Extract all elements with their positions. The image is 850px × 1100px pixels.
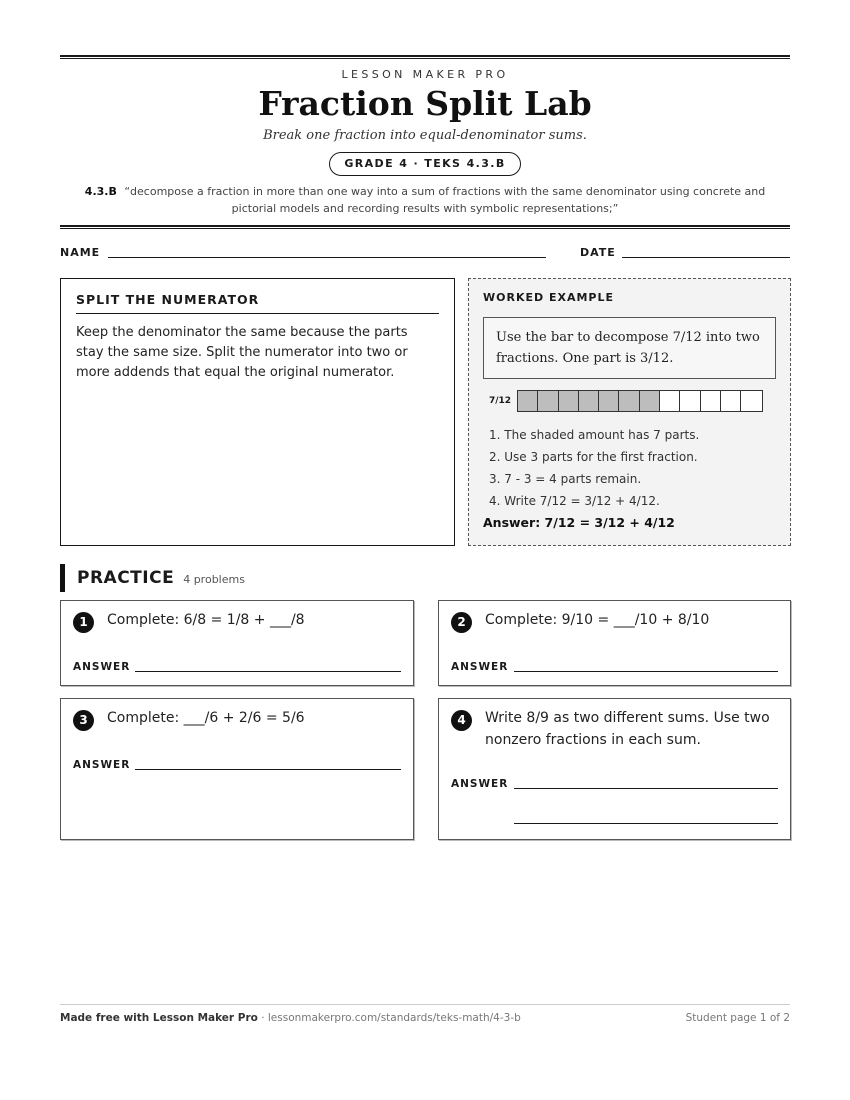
brand-name: LESSON MAKER PRO <box>341 68 509 81</box>
fraction-bar-cell-empty <box>701 391 721 411</box>
answer-label: ANSWER <box>73 661 131 673</box>
practice-count: 4 problems <box>183 573 245 586</box>
footer-credit <box>60 1012 521 1024</box>
date-field-line[interactable] <box>622 257 790 258</box>
fraction-bar-cell-empty <box>721 391 741 411</box>
worked-example-answer: Answer: 7/12 = 3/12 + 4/12 <box>483 515 675 530</box>
standard-code: 4.3.B <box>84 185 117 198</box>
fraction-bar-cell-empty <box>680 391 700 411</box>
fraction-bar-cell-shaded <box>518 391 538 411</box>
header-top-rule <box>60 55 790 59</box>
footer-page-number: Student page 1 of 2 <box>685 1012 790 1024</box>
standard-text: “decompose a fraction in more than one way into a sum of fractions with the same denominator using concrete and pictorial models and recording results with symbolic representations;” <box>124 185 766 215</box>
answer-line[interactable] <box>135 769 401 770</box>
problem-card-1 <box>60 600 414 686</box>
header-bottom-rule <box>60 225 790 229</box>
problem-number-badge: 2 <box>451 612 472 633</box>
answer-line[interactable] <box>135 671 401 672</box>
fraction-bar-cell-shaded <box>619 391 639 411</box>
problem-card-2 <box>438 600 791 686</box>
answer-line-1[interactable] <box>514 788 778 789</box>
answer-line-2[interactable] <box>514 823 778 824</box>
practice-heading <box>60 564 245 592</box>
grade-badge-wrap <box>60 152 790 176</box>
step-item: 2. Use 3 parts for the first fraction. <box>489 450 698 464</box>
date-label: DATE <box>580 246 616 259</box>
practice-title: PRACTICE <box>77 568 175 588</box>
name-field-line[interactable] <box>108 257 546 258</box>
fraction-bar-row <box>483 389 776 413</box>
grade-badge: GRADE 4 · TEKS 4.3.B <box>329 152 520 176</box>
problem-number-badge: 4 <box>451 710 472 731</box>
answer-label: ANSWER <box>73 759 131 771</box>
fraction-bar-cell-shaded <box>599 391 619 411</box>
problem-card-4 <box>438 698 791 840</box>
fraction-bar-cell-shaded <box>640 391 660 411</box>
fraction-bar <box>517 390 763 412</box>
page-title: Fraction Split Lab <box>258 84 592 123</box>
problem-card-3 <box>60 698 414 840</box>
split-numerator-text: Keep the denominator the same because the parts stay the same size. Split the numerator into two or more addends that equal the original numerator. <box>76 325 408 380</box>
split-numerator-heading: SPLIT THE NUMERATOR <box>76 292 439 314</box>
name-label: NAME <box>60 246 101 259</box>
problem-text: Write 8/9 as two different sums. Use two nonzero fractions in each sum. <box>485 710 770 748</box>
split-numerator-card <box>60 278 455 546</box>
footer-made-with: Made free with Lesson Maker Pro <box>60 1012 258 1024</box>
worked-example-prompt: Use the bar to decompose 7/12 into two fractions. One part is 3/12. <box>483 317 776 379</box>
worked-example-steps <box>489 424 776 512</box>
worked-example-heading: WORKED EXAMPLE <box>483 291 614 304</box>
fraction-bar-cell-empty <box>741 391 761 411</box>
fraction-bar-cell-shaded <box>579 391 599 411</box>
fraction-bar-label: 7/12 <box>489 396 512 406</box>
problem-number-badge: 1 <box>73 612 94 633</box>
answer-line[interactable] <box>514 671 778 672</box>
answer-label: ANSWER <box>451 778 509 790</box>
problem-text: Complete: ___/6 + 2/6 = 5/6 <box>107 710 305 726</box>
problem-text: Complete: 9/10 = ___/10 + 8/10 <box>485 612 710 628</box>
page-subtitle: Break one fraction into equal-denominator sums. <box>263 128 587 143</box>
step-item: 1. The shaded amount has 7 parts. <box>489 428 700 442</box>
standard-description <box>60 183 790 217</box>
answer-label: ANSWER <box>451 661 509 673</box>
footer-link[interactable]: · lessonmakerpro.com/standards/teks-math/4-3-b <box>257 1012 521 1024</box>
fraction-bar-cell-shaded <box>559 391 579 411</box>
fraction-bar-cell-shaded <box>538 391 558 411</box>
problem-number-badge: 3 <box>73 710 94 731</box>
step-item: 4. Write 7/12 = 3/12 + 4/12. <box>489 494 660 508</box>
worked-example-card <box>468 278 791 546</box>
name-date-row <box>60 246 790 262</box>
problem-text: Complete: 6/8 = 1/8 + ___/8 <box>107 612 305 628</box>
fraction-bar-cell-empty <box>660 391 680 411</box>
footer-rule <box>60 1004 790 1005</box>
step-item: 3. 7 - 3 = 4 parts remain. <box>489 472 642 486</box>
